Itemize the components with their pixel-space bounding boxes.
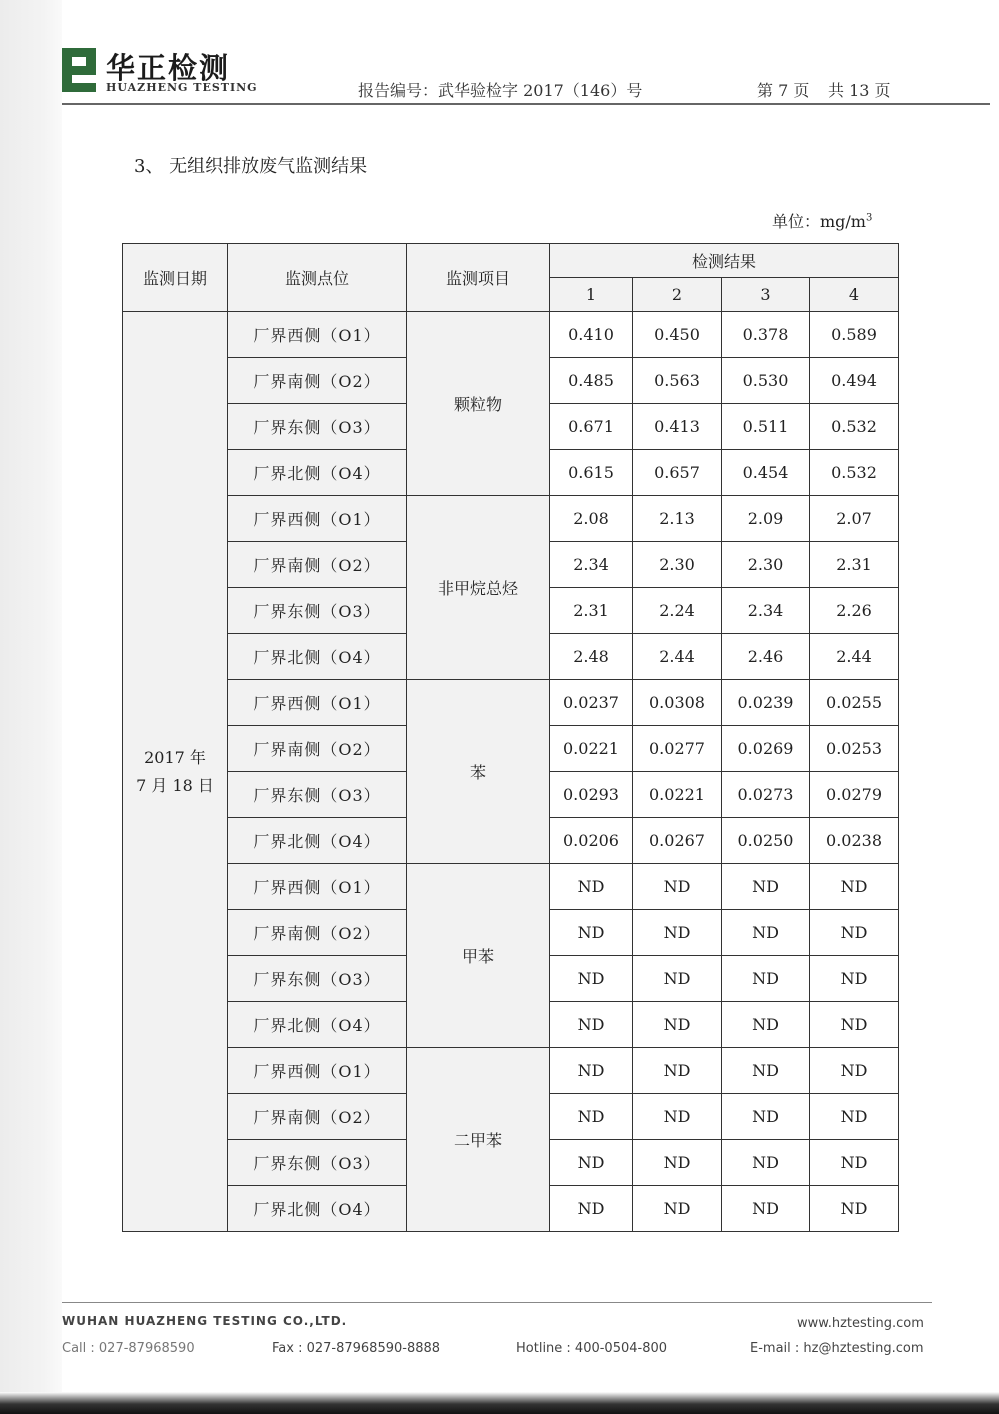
- page-total: 共 13 页: [828, 81, 891, 100]
- result-cell: 0.454: [722, 450, 810, 496]
- result-cell: 0.0250: [722, 818, 810, 864]
- date-line-2: 7 月 18 日: [136, 775, 214, 795]
- result-cell: 0.0269: [722, 726, 810, 772]
- date-cell: [123, 312, 228, 1232]
- result-cell: ND: [550, 1048, 633, 1094]
- result-cell: 0.0308: [633, 680, 722, 726]
- logo-english-name: HUAZHENG TESTING: [106, 81, 258, 94]
- point-cell: 厂界南侧（O2）: [228, 910, 407, 956]
- result-cell: 2.48: [550, 634, 633, 680]
- result-cell: 2.08: [550, 496, 633, 542]
- point-cell: 厂界东侧（O3）: [228, 772, 407, 818]
- result-cell: ND: [633, 864, 722, 910]
- result-cell: ND: [633, 1140, 722, 1186]
- result-cell: ND: [633, 910, 722, 956]
- result-cell: 0.0237: [550, 680, 633, 726]
- item-cell: 甲苯: [407, 864, 550, 1048]
- result-cell: ND: [633, 1048, 722, 1094]
- header-date: 监测日期: [123, 244, 228, 312]
- result-cell: 2.34: [722, 588, 810, 634]
- point-cell: 厂界东侧（O3）: [228, 404, 407, 450]
- result-cell: 0.0238: [810, 818, 899, 864]
- table-row: [123, 496, 899, 542]
- footer-email: E-mail : hz@hztesting.com: [750, 1341, 924, 1356]
- point-cell: 厂界东侧（O3）: [228, 588, 407, 634]
- logo-chinese-name: 华正检测: [106, 51, 231, 85]
- result-cell: 2.46: [722, 634, 810, 680]
- point-cell: 厂界南侧（O2）: [228, 726, 407, 772]
- result-cell: 0.0221: [633, 772, 722, 818]
- result-cell: ND: [722, 1048, 810, 1094]
- point-cell: 厂界南侧（O2）: [228, 542, 407, 588]
- result-cell: ND: [633, 1186, 722, 1232]
- header-item: 监测项目: [407, 244, 550, 312]
- table-row: [123, 312, 899, 358]
- point-cell: 厂界南侧（O2）: [228, 1094, 407, 1140]
- point-cell: 厂界东侧（O3）: [228, 956, 407, 1002]
- result-cell: 2.09: [722, 496, 810, 542]
- result-cell: 2.31: [550, 588, 633, 634]
- result-cell: ND: [810, 1002, 899, 1048]
- point-cell: 厂界东侧（O3）: [228, 1140, 407, 1186]
- result-cell: 2.44: [633, 634, 722, 680]
- result-cell: 2.44: [810, 634, 899, 680]
- result-cell: 0.0221: [550, 726, 633, 772]
- header-run-3: 3: [722, 278, 810, 312]
- results-table: [122, 243, 899, 1232]
- result-cell: ND: [722, 956, 810, 1002]
- result-cell: 0.0267: [633, 818, 722, 864]
- result-cell: 0.0255: [810, 680, 899, 726]
- point-cell: 厂界西侧（O1）: [228, 680, 407, 726]
- result-cell: 2.24: [633, 588, 722, 634]
- header-divider: [62, 103, 990, 105]
- result-cell: ND: [722, 1140, 810, 1186]
- footer-divider: [62, 1302, 932, 1303]
- result-cell: ND: [722, 1094, 810, 1140]
- results-body: [123, 312, 899, 1232]
- result-cell: 0.532: [810, 404, 899, 450]
- item-cell: 颗粒物: [407, 312, 550, 496]
- point-cell: 厂界北侧（O4）: [228, 818, 407, 864]
- result-cell: 0.485: [550, 358, 633, 404]
- result-cell: 0.563: [633, 358, 722, 404]
- item-cell: 苯: [407, 680, 550, 864]
- result-cell: 2.30: [633, 542, 722, 588]
- point-cell: 厂界北侧（O4）: [228, 1002, 407, 1048]
- result-cell: ND: [810, 910, 899, 956]
- unit-label: [772, 209, 872, 232]
- company-logo: [62, 44, 258, 96]
- result-cell: ND: [810, 1140, 899, 1186]
- result-cell: 0.494: [810, 358, 899, 404]
- result-cell: 2.07: [810, 496, 899, 542]
- point-cell: 厂界北侧（O4）: [228, 1186, 407, 1232]
- header-run-2: 2: [633, 278, 722, 312]
- result-cell: 2.34: [550, 542, 633, 588]
- result-cell: ND: [722, 1186, 810, 1232]
- section-title: 3、 无组织排放废气监测结果: [134, 156, 368, 177]
- header-point: 监测点位: [228, 244, 407, 312]
- result-cell: ND: [810, 864, 899, 910]
- result-cell: 0.450: [633, 312, 722, 358]
- result-cell: ND: [810, 1048, 899, 1094]
- result-cell: ND: [810, 956, 899, 1002]
- footer-fax: Fax : 027-87968590-8888: [272, 1341, 441, 1356]
- page-number: 第 7 页: [757, 81, 810, 100]
- result-cell: ND: [550, 864, 633, 910]
- result-cell: 0.615: [550, 450, 633, 496]
- result-cell: 0.657: [633, 450, 722, 496]
- result-cell: ND: [633, 956, 722, 1002]
- result-cell: 2.13: [633, 496, 722, 542]
- report-number: 报告编号：武华验检字 2017（146）号: [358, 81, 643, 100]
- result-cell: ND: [550, 1094, 633, 1140]
- header-result: 检测结果: [550, 244, 899, 278]
- table-row: [123, 680, 899, 726]
- result-cell: 2.30: [722, 542, 810, 588]
- result-cell: ND: [722, 864, 810, 910]
- point-cell: 厂界西侧（O1）: [228, 312, 407, 358]
- result-cell: 0.0253: [810, 726, 899, 772]
- result-cell: 2.31: [810, 542, 899, 588]
- result-cell: ND: [550, 910, 633, 956]
- table-row: [123, 1048, 899, 1094]
- header-run-1: 1: [550, 278, 633, 312]
- table-row: [123, 864, 899, 910]
- footer-hotline: Hotline : 400-0504-800: [516, 1341, 668, 1356]
- result-cell: ND: [722, 1002, 810, 1048]
- point-cell: 厂界西侧（O1）: [228, 864, 407, 910]
- result-cell: ND: [633, 1002, 722, 1048]
- result-cell: ND: [550, 1186, 633, 1232]
- footer-website: www.hztesting.com: [797, 1316, 924, 1331]
- item-cell: 非甲烷总烃: [407, 496, 550, 680]
- scan-left-shadow: [0, 0, 62, 1414]
- item-cell: 二甲苯: [407, 1048, 550, 1232]
- result-cell: 0.511: [722, 404, 810, 450]
- point-cell: 厂界西侧（O1）: [228, 1048, 407, 1094]
- result-cell: ND: [550, 956, 633, 1002]
- result-cell: 0.0273: [722, 772, 810, 818]
- result-cell: ND: [722, 910, 810, 956]
- footer-company: WUHAN HUAZHENG TESTING CO.,LTD.: [62, 1314, 348, 1328]
- scan-bottom-edge: [0, 1392, 999, 1414]
- footer-call: Call : 027-87968590: [62, 1341, 195, 1356]
- result-cell: 0.0293: [550, 772, 633, 818]
- result-cell: ND: [633, 1094, 722, 1140]
- huazheng-logo-icon: [62, 48, 98, 92]
- result-cell: 0.530: [722, 358, 810, 404]
- date-line-1: 2017 年: [144, 747, 206, 767]
- result-cell: ND: [810, 1094, 899, 1140]
- point-cell: 厂界北侧（O4）: [228, 634, 407, 680]
- header-run-4: 4: [810, 278, 899, 312]
- point-cell: 厂界北侧（O4）: [228, 450, 407, 496]
- result-cell: 2.26: [810, 588, 899, 634]
- point-cell: 厂界南侧（O2）: [228, 358, 407, 404]
- result-cell: 0.0239: [722, 680, 810, 726]
- result-cell: ND: [550, 1002, 633, 1048]
- result-cell: 0.0277: [633, 726, 722, 772]
- result-cell: 0.589: [810, 312, 899, 358]
- result-cell: 0.378: [722, 312, 810, 358]
- result-cell: 0.413: [633, 404, 722, 450]
- result-cell: ND: [550, 1140, 633, 1186]
- result-cell: ND: [810, 1186, 899, 1232]
- unit-superscript: 3: [865, 212, 873, 224]
- result-cell: 0.532: [810, 450, 899, 496]
- result-cell: 0.410: [550, 312, 633, 358]
- result-cell: 0.0206: [550, 818, 633, 864]
- point-cell: 厂界西侧（O1）: [228, 496, 407, 542]
- result-cell: 0.671: [550, 404, 633, 450]
- result-cell: 0.0279: [810, 772, 899, 818]
- unit-text: 单位：mg/m: [772, 212, 866, 231]
